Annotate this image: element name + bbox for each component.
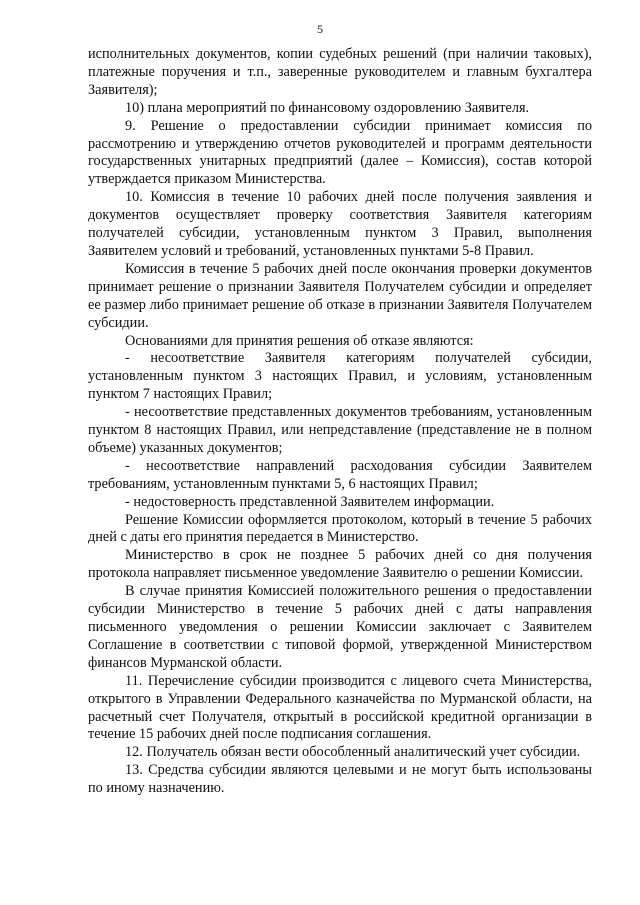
paragraph-section-12: 12. Получатель обязан вести обособленный аналитический учет субсидии.: [125, 744, 581, 761]
list-item-refusal-1: - несоответствие Заявителя категориям получателей субсидии, установленным пунктом 3 настоящих Правил, и условиям, установленным пунктом 7 настоящих Правил;: [88, 350, 592, 403]
list-item-refusal-4: - недостоверность представленной Заявителем информации.: [125, 493, 495, 510]
document-body: [88, 46, 592, 798]
paragraph-section-13: 13. Средства субсидии являются целевыми и не могут быть использованы по иному назначению.: [88, 762, 592, 797]
paragraph-section-9: 9. Решение о предоставлении субсидии принимает комиссия по рассмотрению и утверждению отчетов руководителей и программ деятельности государственных унитарных предприятий (далее – Комиссия), состав которой утверждается приказом Министерства.: [88, 117, 592, 188]
paragraph-continuation: исполнительных документов, копии судебных решений (при наличии таковых), платежные поручения и т.п., заверенные руководителем и главным бухгалтера Заявителя);: [88, 46, 592, 98]
list-item-refusal-2: - несоответствие представленных документов требованиям, установленным пунктом 8 настоящих Правил, или непредставление (представление не в полном объеме) указанных документов;: [88, 404, 592, 456]
paragraph-item-10-plan: 10) плана мероприятий по финансовому оздоровлению Заявителя.: [125, 99, 530, 116]
paragraph-notification: Министерство в срок не позднее 5 рабочих дней со дня получения протокола направляет письменное уведомление Заявителю о решении Комиссии.: [88, 547, 592, 582]
paragraph-refusal-grounds: Основаниями для принятия решения об отказе являются:: [125, 332, 474, 349]
page-number: 5: [317, 22, 323, 36]
paragraph-section-11: 11. Перечисление субсидии производится с лицевого счета Министерства, открытого в Управлении Федерального казначейства по Мурманской области, на расчетный счет Получателя, открытый в российской кредитной организации в течение 15 рабочих дней после подписания соглашения.: [88, 672, 592, 743]
paragraph-section-10: 10. Комиссия в течение 10 рабочих дней после получения заявления и документов осуществляет проверку соответствия Заявителя категориям получателей субсидии, установленным пунктом 3 Правил, выполнения Заявителем условий и требований, установленных пунктами 5-8 Правил.: [88, 189, 592, 259]
list-item-refusal-3: - несоответствие направлений расходования субсидии Заявителем требованиям, установленным пунктами 5, 6 настоящих Правил;: [88, 457, 592, 492]
paragraph-protocol: Решение Комиссии оформляется протоколом, который в течение 5 рабочих дней с даты его принятия передается в Министерство.: [88, 511, 592, 546]
paragraph-commission-decision: Комиссия в течение 5 рабочих дней после окончания проверки документов принимает решение о признании Заявителя Получателем субсидии и определяет ее размер либо принимает решение об отказе в признании Заявителя Получателем субсидии.: [88, 260, 592, 331]
paragraph-agreement: В случае принятия Комиссией положительного решения о предоставлении субсидии Министерство в течение 5 рабочих дней с даты направления письменного уведомления о решении Комиссии заключает с Заявителем Соглашение в соответствии с типовой формой, утвержденной Министерством финансов Мурманской области.: [88, 583, 592, 671]
